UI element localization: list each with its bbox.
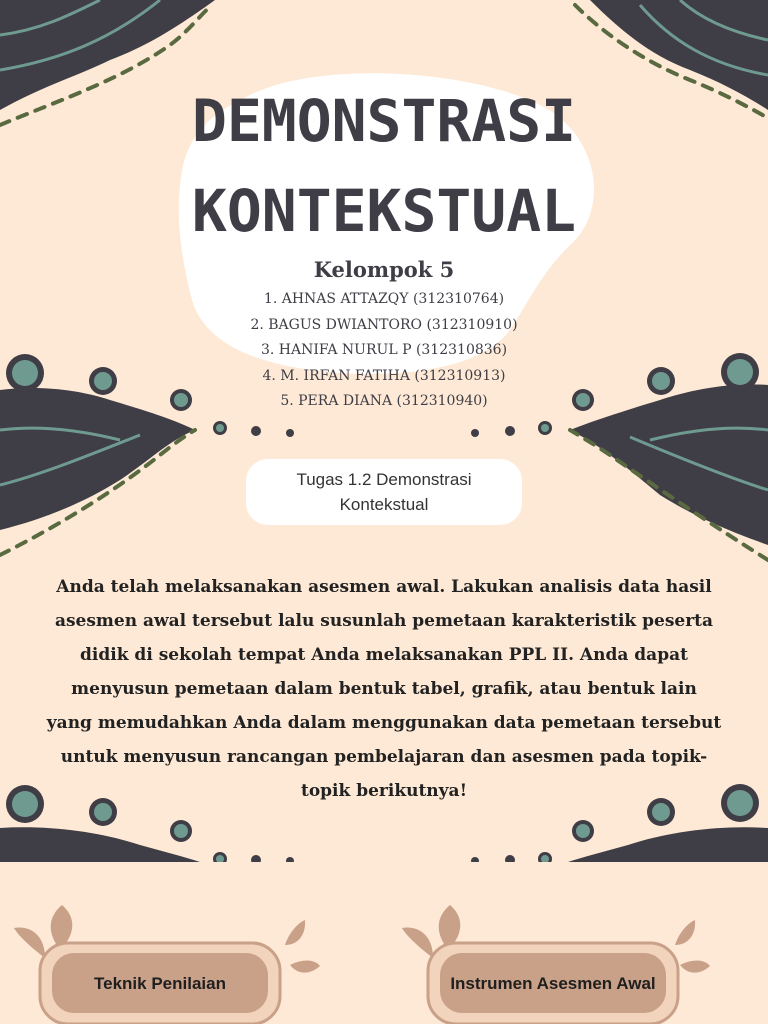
member-item: 1. AHNAS ATTAZQY (312310764) — [263, 291, 505, 307]
badge-instrumen-asesmen-awal: Instrumen Asesmen Awal — [450, 973, 656, 993]
badge-teknik-penilaian: Teknik Penilaian — [94, 973, 226, 993]
task-label: Tugas 1.2 Demonstrasi Kontekstual — [296, 470, 472, 514]
member-item: 2. BAGUS DWIANTORO (312310910) — [250, 316, 518, 333]
member-item: 4. M. IRFAN FATIHA (312310913) — [262, 367, 506, 384]
group-heading: Kelompok 5 — [313, 257, 455, 282]
instruction-text: Anda telah melaksanakan asesmen awal. Lakukan analisis data hasil asesmen awal tersebut lalu susunlah pemetaan karakteristik peserta didik di sekolah tempat Anda melaksanakan PPL II. Anda dapat menyusun pemetaan dalam bentuk tabel, grafik, atau bentuk lain yang memudahkan Anda dalam menggunakan data pemetaan tersebut untuk menyusun rancangan pembelajaran dan asesmen pada topik-topik berikutnya! — [46, 577, 722, 801]
page-title-line-2: KONTEKSTUAL — [191, 177, 577, 245]
member-item: 3. HANIFA NURUL P (312310836) — [260, 342, 508, 358]
page-title-line-1: DEMONSTRASI — [191, 87, 577, 155]
member-item: 5. PERA DIANA (312310940) — [280, 393, 488, 409]
